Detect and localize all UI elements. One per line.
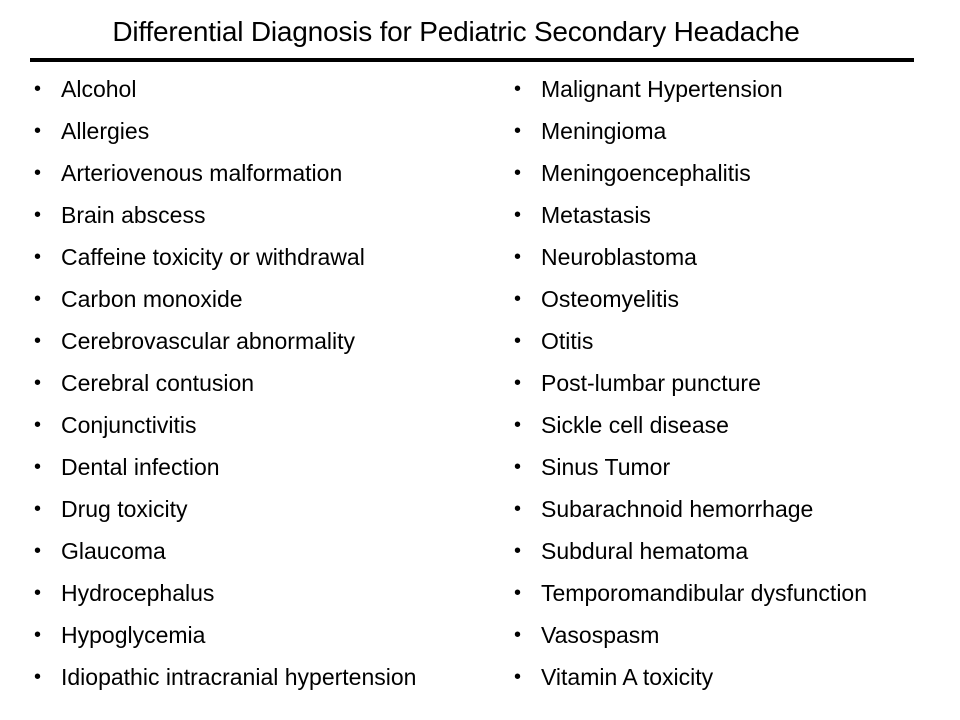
list-item (30, 446, 490, 488)
bullet-icon: • (514, 666, 522, 688)
bullet-icon: • (34, 498, 42, 520)
diagnosis-label: Subarachnoid hemorrhage (541, 496, 814, 522)
bullet-icon: • (514, 288, 522, 310)
diagnosis-label: Hydrocephalus (61, 580, 215, 606)
bullet-icon: • (514, 330, 522, 352)
bullet-icon: • (34, 414, 42, 436)
diagnosis-label: Temporomandibular dysfunction (541, 580, 868, 606)
list-item (510, 236, 950, 278)
bullet-icon: • (514, 372, 522, 394)
list-item (30, 362, 490, 404)
bullet-icon: • (514, 498, 522, 520)
list-item (30, 488, 490, 530)
diagnosis-label: Arteriovenous malformation (61, 160, 343, 186)
diagnosis-label: Vasospasm (541, 622, 660, 648)
list-item (510, 362, 950, 404)
diagnosis-label: Dental infection (61, 454, 220, 480)
list-item (30, 530, 490, 572)
bullet-icon: • (514, 456, 522, 478)
list-item (30, 278, 490, 320)
diagnosis-label: Hypoglycemia (61, 622, 206, 648)
bullet-icon: • (514, 414, 522, 436)
list-item (30, 320, 490, 362)
bullet-icon: • (34, 246, 42, 268)
list-item (30, 614, 490, 656)
bullet-icon: • (34, 666, 42, 688)
bullet-icon: • (34, 204, 42, 226)
list-item (510, 488, 950, 530)
diagnosis-label: Glaucoma (61, 538, 166, 564)
diagnosis-label: Conjunctivitis (61, 412, 197, 438)
bullet-icon: • (34, 78, 42, 100)
diagnosis-label: Metastasis (541, 202, 651, 228)
list-item (30, 572, 490, 614)
list-item (510, 404, 950, 446)
diagnosis-label: Caffeine toxicity or withdrawal (61, 244, 365, 270)
bullet-icon: • (514, 540, 522, 562)
bullet-icon: • (514, 78, 522, 100)
diagnosis-list-right (510, 68, 950, 698)
list-item (510, 530, 950, 572)
list-item (510, 320, 950, 362)
list-item (510, 110, 950, 152)
list-item (30, 236, 490, 278)
bullet-icon: • (34, 120, 42, 142)
bullet-icon: • (514, 120, 522, 142)
diagnosis-label: Brain abscess (61, 202, 206, 228)
bullet-icon: • (34, 540, 42, 562)
diagnosis-label: Otitis (541, 328, 594, 354)
bullet-icon: • (34, 372, 42, 394)
diagnosis-label: Sinus Tumor (541, 454, 671, 480)
list-item (510, 278, 950, 320)
list-item (510, 446, 950, 488)
page-title: Differential Diagnosis for Pediatric Secondary Headache (112, 16, 800, 47)
diagnosis-label: Idiopathic intracranial hypertension (61, 664, 417, 690)
diagnosis-label: Subdural hematoma (541, 538, 749, 564)
list-item (510, 656, 950, 698)
diagnosis-label: Post-lumbar puncture (541, 370, 761, 396)
diagnosis-label: Allergies (61, 118, 150, 144)
list-item (510, 572, 950, 614)
title-underline (30, 58, 914, 62)
list-item (510, 152, 950, 194)
bullet-icon: • (34, 288, 42, 310)
diagnosis-label: Meningioma (541, 118, 667, 144)
diagnosis-label: Alcohol (61, 76, 137, 102)
diagnosis-label: Malignant Hypertension (541, 76, 783, 102)
diagnosis-label: Cerebrovascular abnormality (61, 328, 356, 354)
bullet-icon: • (34, 330, 42, 352)
list-item (30, 656, 490, 698)
diagnosis-label: Osteomyelitis (541, 286, 680, 312)
bullet-icon: • (514, 624, 522, 646)
bullet-icon: • (514, 162, 522, 184)
list-item (30, 152, 490, 194)
diagnosis-list-left (30, 68, 490, 698)
list-item (30, 68, 490, 110)
diagnosis-label: Drug toxicity (61, 496, 188, 522)
diagnosis-label: Meningoencephalitis (541, 160, 751, 186)
bullet-icon: • (34, 162, 42, 184)
bullet-icon: • (514, 246, 522, 268)
list-item (510, 194, 950, 236)
bullet-icon: • (34, 582, 42, 604)
diagnosis-label: Neuroblastoma (541, 244, 697, 270)
bullet-icon: • (514, 204, 522, 226)
diagnosis-label: Carbon monoxide (61, 286, 243, 312)
diagnosis-label: Cerebral contusion (61, 370, 255, 396)
list-item (510, 614, 950, 656)
bullet-icon: • (514, 582, 522, 604)
bullet-icon: • (34, 624, 42, 646)
list-item (30, 110, 490, 152)
list-item (30, 194, 490, 236)
diagnosis-label: Sickle cell disease (541, 412, 729, 438)
list-item (510, 68, 950, 110)
list-item (30, 404, 490, 446)
bullet-icon: • (34, 456, 42, 478)
diagnosis-label: Vitamin A toxicity (541, 664, 714, 690)
